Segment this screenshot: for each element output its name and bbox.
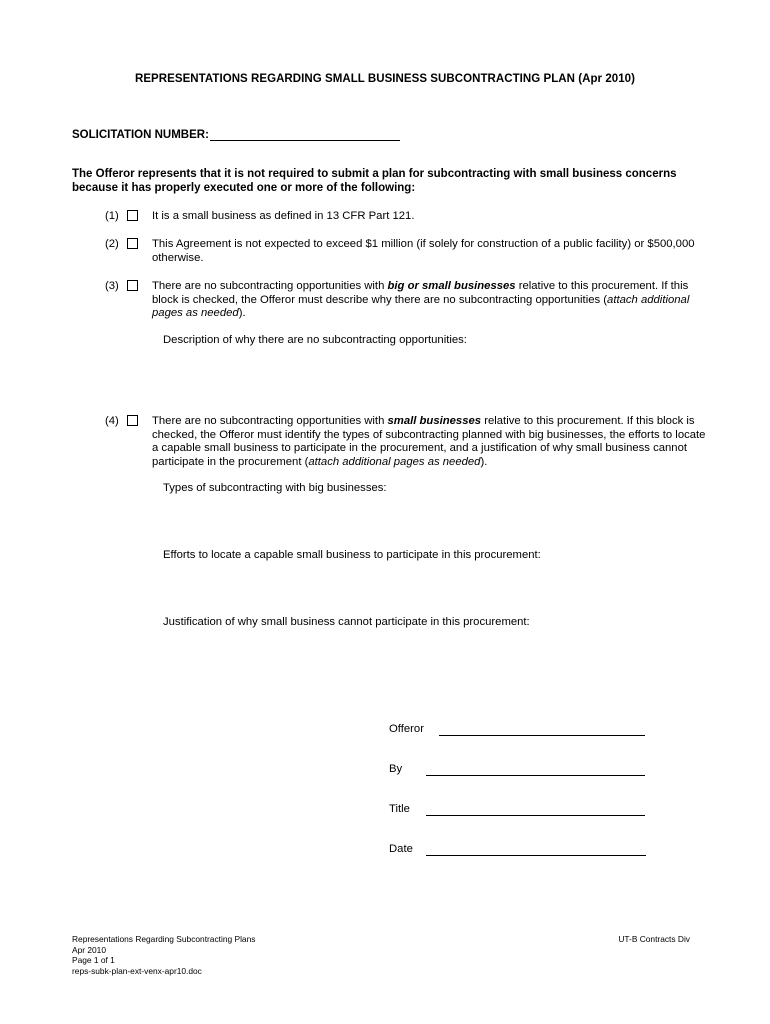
footer-date: Apr 2010 (72, 944, 106, 955)
item-emphasis: big or small businesses (387, 280, 516, 292)
item-4-checkbox[interactable] (127, 415, 138, 426)
justification-label: Justification of why small business cannot participate in this procurement: (163, 616, 530, 628)
item-text-part: There are no subcontracting opportunities with (152, 415, 388, 427)
offeror-signature-line[interactable] (439, 735, 645, 736)
by-signature-line[interactable] (426, 775, 645, 776)
footer-doc-title: Representations Regarding Subcontracting Plans (72, 934, 256, 944)
item-3-checkbox[interactable] (127, 280, 138, 291)
item-text (152, 280, 712, 321)
item-text-part: relative to this procurement. If this block is checked, the Offeror must identify the types of subcontracting planned with big businesses, the efforts to locate a capable small business to participate in the procurement, and a justification of why small business cannot participate in the procurement ( (152, 415, 706, 468)
efforts-label: Efforts to locate a capable small business to participate in this procurement: (163, 549, 541, 561)
offeror-intro-statement: The Offeror represents that it is not required to submit a plan for subcontracting with small business concerns because it has properly executed one or more of the following: (72, 168, 677, 194)
item-italic-note: attach additional pages as needed (152, 293, 690, 319)
item-number: (1) (105, 210, 119, 222)
item-italic-note: attach additional pages as needed (308, 455, 481, 468)
item-2-checkbox[interactable] (127, 238, 138, 249)
item-1-checkbox[interactable] (127, 210, 138, 221)
title-label: Title (389, 803, 410, 815)
footer-organization: UT-B Contracts Div (618, 934, 690, 944)
footer-left (72, 934, 255, 976)
item-text-part: ). (238, 307, 246, 319)
item-text: This Agreement is not expected to exceed $1 million (if solely for construction of a public facility) or $500,000 otherwise. (152, 238, 695, 264)
item-text: It is a small business as defined in 13 CFR Part 121. (152, 210, 415, 222)
solicitation-number-row (72, 128, 400, 141)
item-number: (2) (105, 238, 119, 250)
by-label: By (389, 763, 403, 775)
item-text-part: relative to this procurement. If this block is checked, the Offeror must describe why there are no subcontracting opportunities ( (152, 280, 689, 306)
item-text-part: There are no subcontracting opportunities with (152, 280, 388, 292)
item-number: (3) (105, 280, 119, 292)
document-title: REPRESENTATIONS REGARDING SMALL BUSINESS SUBCONTRACTING PLAN (Apr 2010) (134, 73, 635, 85)
item-text-part: ). (480, 455, 488, 468)
date-label: Date (389, 843, 413, 855)
item-emphasis: small businesses (387, 415, 482, 427)
date-signature-line[interactable] (426, 855, 646, 856)
footer-page-number: Page 1 of 1 (72, 955, 115, 965)
solicitation-number-field[interactable] (210, 128, 400, 141)
item-number: (4) (105, 415, 119, 427)
types-label: Types of subcontracting with big businesses: (163, 482, 387, 494)
offeror-label: Offeror (389, 723, 424, 735)
title-signature-line[interactable] (426, 815, 645, 816)
solicitation-number-label: SOLICITATION NUMBER: (72, 129, 209, 141)
item-text (152, 415, 712, 469)
description-label: Description of why there are no subcontracting opportunities: (163, 334, 467, 346)
footer-filename: reps-subk-plan-ext-venx-apr10.doc (72, 965, 202, 976)
